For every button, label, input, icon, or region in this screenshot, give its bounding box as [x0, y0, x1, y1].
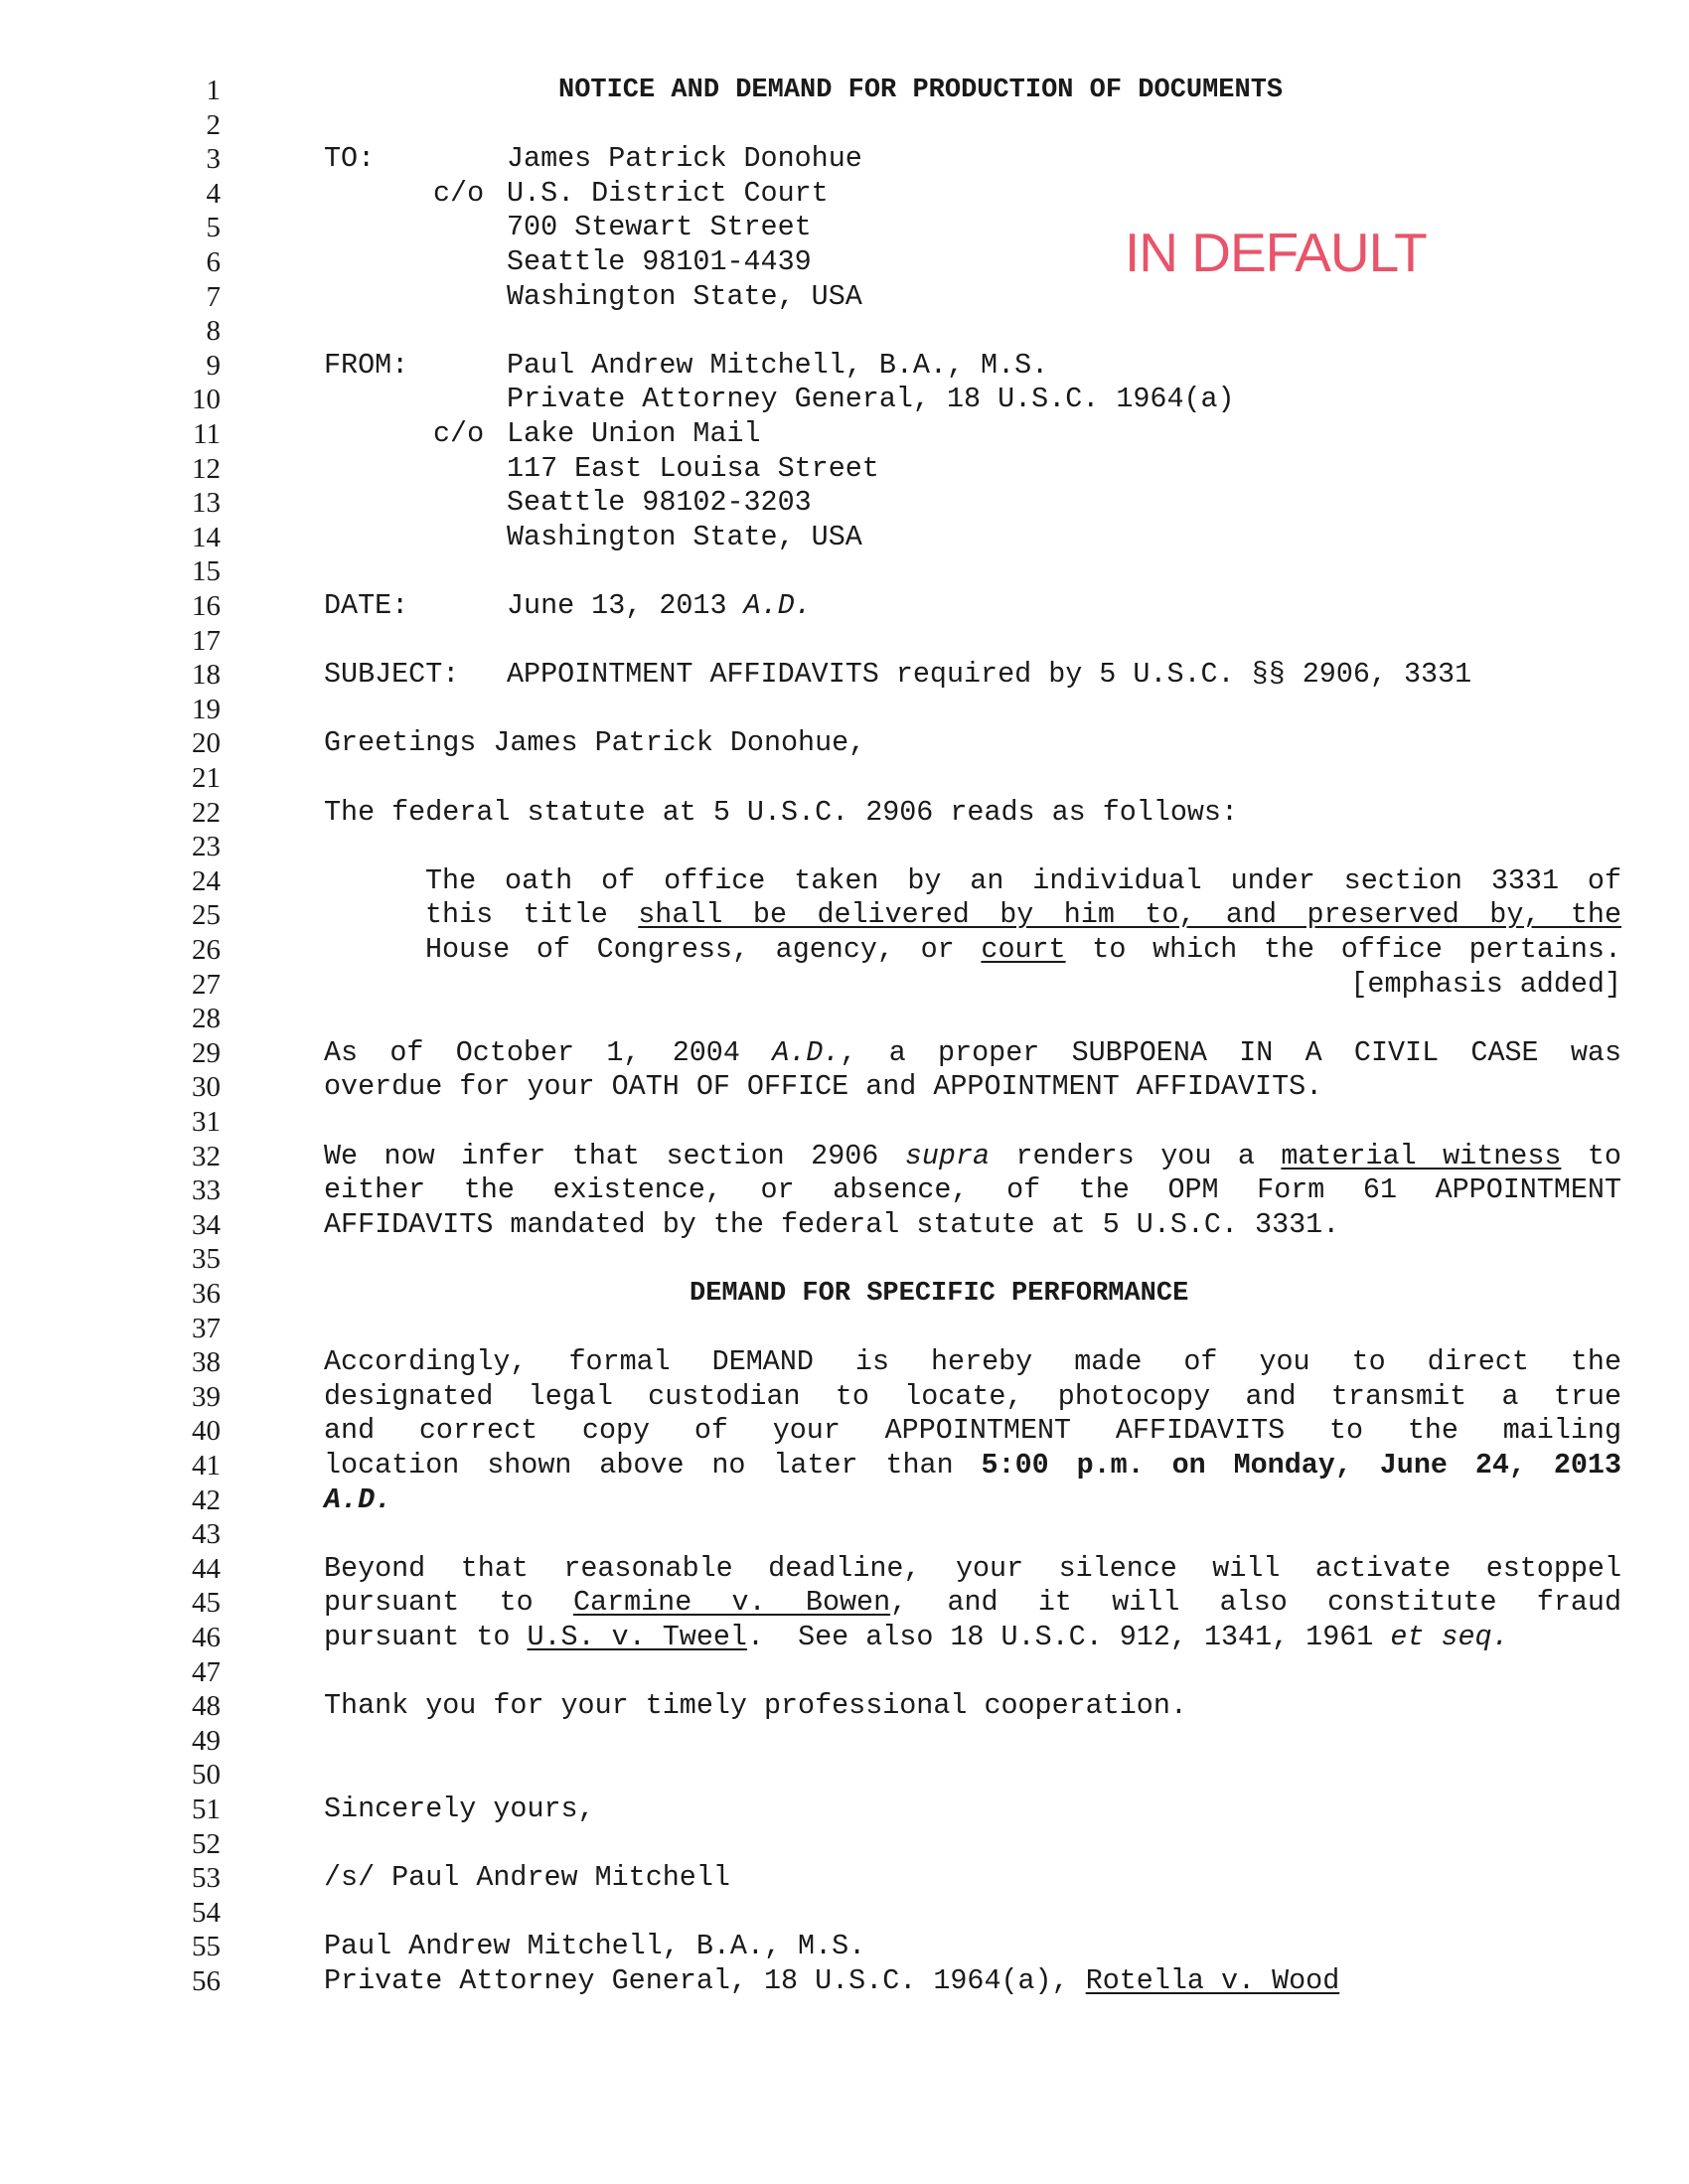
from-address-line: Washington State, USA [507, 520, 862, 553]
line-number: 31 [192, 1106, 221, 1138]
line-number: 43 [192, 1518, 221, 1551]
line-number: 29 [192, 1036, 221, 1069]
quote-emphasis: shall be delivered by him to, and preserved by, the [638, 898, 1621, 932]
line-number: 21 [192, 762, 221, 794]
line-number: 15 [192, 555, 221, 588]
line-number: 12 [192, 452, 221, 485]
line-number: 28 [192, 1003, 221, 1035]
from-care-of: c/o [433, 417, 485, 450]
case-citation: Rotella v. Wood [1085, 1964, 1340, 1997]
line-number: 46 [192, 1622, 221, 1653]
date-era: A.D. [743, 589, 812, 622]
para-text: to [1587, 1139, 1621, 1172]
para-text: As of October 1, 2004 [324, 1035, 740, 1069]
section-heading: DEMAND FOR SPECIFIC PERFORMANCE [690, 1279, 1189, 1309]
line-number: 14 [192, 521, 221, 553]
line-number: 35 [192, 1243, 221, 1276]
paragraph-line [324, 1449, 1621, 1483]
paragraph-line [324, 1140, 1621, 1174]
line-number: 16 [192, 590, 221, 622]
line-number: 23 [192, 831, 221, 863]
line-number: 45 [192, 1587, 221, 1620]
line-number: 52 [192, 1827, 221, 1860]
deadline: 5:00 p.m. on Monday, June 24, 2013 [981, 1449, 1621, 1482]
line-number: 40 [192, 1415, 221, 1448]
document-title: NOTICE AND DEMAND FOR PRODUCTION OF DOCUMENTS [558, 76, 1284, 105]
line-number: 38 [192, 1346, 221, 1379]
line-number: 33 [192, 1174, 221, 1207]
greeting: Greetings James Patrick Donohue, [324, 726, 866, 760]
to-address-line: U.S. District Court [507, 176, 829, 210]
quote-text: House of Congress, agency, or [425, 933, 955, 966]
line-number: 41 [192, 1450, 221, 1482]
to-name: James Patrick Donohue [507, 142, 862, 176]
paragraph-line: overdue for your OATH OF OFFICE and APPOINTMENT AFFIDAVITS. [324, 1070, 1323, 1104]
line-number: 50 [192, 1759, 221, 1792]
para-text: pursuant to [324, 1621, 511, 1653]
line-number: 55 [192, 1931, 221, 1963]
quote-text: this title [425, 898, 608, 932]
paragraph-line: Beyond that reasonable deadline, your silence will activate estoppel [324, 1551, 1621, 1585]
line-number: 8 [206, 315, 221, 348]
line-number: 9 [206, 349, 221, 382]
para-era: A.D. [772, 1035, 841, 1069]
subject-label: SUBJECT: [324, 658, 460, 692]
line-number: 44 [192, 1552, 221, 1585]
quote-line [425, 933, 1621, 968]
from-title: Private Attorney General, 18 U.S.C. 1964(a) [507, 383, 1235, 416]
line-number: 3 [206, 143, 221, 176]
para-text: We now infer that section 2906 [324, 1139, 879, 1172]
line-number: 24 [192, 864, 221, 897]
line-number: 6 [206, 246, 221, 278]
para-text: pursuant to [324, 1586, 534, 1620]
signer-title-text: Private Attorney General, 18 U.S.C. 1964(a), [324, 1964, 1069, 1997]
line-number: 49 [192, 1724, 221, 1757]
line-number: 34 [192, 1208, 221, 1241]
to-address-line: Washington State, USA [507, 279, 862, 313]
to-care-of: c/o [433, 176, 485, 210]
line-number: 19 [192, 693, 221, 725]
line-number: 48 [192, 1690, 221, 1723]
to-label: TO: [324, 142, 376, 176]
line-number: 11 [193, 418, 221, 450]
paragraph-line: either the existence, or absence, of the OPM Form 61 APPOINTMENT [324, 1173, 1621, 1207]
line-number: 10 [192, 384, 221, 416]
date-label: DATE: [324, 589, 409, 622]
case-citation: U.S. v. Tweel [527, 1621, 747, 1653]
line-number: 27 [192, 968, 221, 1001]
paragraph-line [324, 1621, 1509, 1655]
material-witness: material witness [1281, 1139, 1562, 1172]
line-number: 47 [192, 1655, 221, 1688]
line-number: 18 [192, 659, 221, 692]
signer-name: Paul Andrew Mitchell, B.A., M.S. [324, 1930, 866, 1963]
para-text: . See also 18 U.S.C. 912, 1341, 1961 [746, 1621, 1374, 1653]
line-number: 5 [206, 212, 221, 244]
para-supra: supra [904, 1139, 991, 1172]
para-text: renders you a [1015, 1139, 1255, 1172]
para-text: , a proper SUBPOENA IN A CIVIL CASE was [840, 1035, 1622, 1069]
line-number: 36 [192, 1278, 221, 1310]
closing: Sincerely yours, [324, 1793, 595, 1825]
line-number: 1 [206, 75, 221, 106]
statute-intro: The federal statute at 5 U.S.C. 2906 reads as follows: [324, 795, 1239, 829]
line-number: 56 [192, 1965, 221, 1997]
from-address-line: 117 East Louisa Street [507, 451, 879, 485]
subject-value: APPOINTMENT AFFIDAVITS required by 5 U.S.C. §§ 2906, 3331 [507, 658, 1472, 692]
from-label: FROM: [324, 348, 409, 382]
date-text: June 13, 2013 [507, 589, 727, 622]
to-address-line: 700 Stewart Street [507, 211, 812, 244]
from-name: Paul Andrew Mitchell, B.A., M.S. [507, 348, 1049, 382]
line-number: 53 [192, 1862, 221, 1895]
line-number: 17 [192, 624, 221, 657]
line-number: 26 [192, 934, 221, 966]
line-number: 30 [192, 1071, 221, 1104]
line-number: 22 [192, 796, 221, 829]
paragraph-line [324, 1586, 1621, 1621]
para-text: location shown above no later than [324, 1449, 954, 1482]
line-number: 32 [192, 1140, 221, 1172]
line-number: 54 [192, 1896, 221, 1929]
to-address-line: Seattle 98101-4439 [507, 245, 812, 278]
et-seq: et seq. [1390, 1621, 1509, 1653]
line-number: 20 [192, 727, 221, 760]
para-text: , and it will also constitute fraud [890, 1586, 1621, 1620]
quote-emphasis: court [981, 933, 1066, 966]
line-number: 42 [192, 1483, 221, 1516]
date-value [507, 589, 812, 624]
paragraph-line: Accordingly, formal DEMAND is hereby made of you to direct the [324, 1345, 1621, 1379]
signer-title [324, 1964, 1339, 1999]
quote-line [425, 898, 1621, 933]
line-number: 13 [192, 487, 221, 520]
line-number: 51 [192, 1794, 221, 1825]
line-number: 2 [206, 108, 221, 141]
line-number: 25 [192, 899, 221, 932]
line-number: 39 [192, 1380, 221, 1413]
paragraph-line: and correct copy of your APPOINTMENT AFFIDAVITS to the mailing [324, 1414, 1621, 1448]
line-number: 4 [206, 177, 221, 210]
deadline-era: A.D. [324, 1482, 392, 1516]
from-address-line: Seattle 98102-3203 [507, 486, 812, 520]
emphasis-note: [emphasis added] [1350, 967, 1621, 1001]
case-citation: Carmine v. Bowen [572, 1586, 891, 1620]
line-number: 7 [206, 280, 221, 313]
in-default-stamp: IN DEFAULT [1125, 222, 1427, 283]
from-address-line: Lake Union Mail [507, 417, 761, 450]
paragraph-line: designated legal custodian to locate, photocopy and transmit a true [324, 1379, 1621, 1413]
quote-text: to which the office pertains. [1092, 933, 1621, 966]
thanks-line: Thank you for your timely professional cooperation. [324, 1689, 1187, 1723]
paragraph-line [324, 1036, 1621, 1071]
quote-line: The oath of office taken by an individual under section 3331 of [425, 863, 1621, 897]
paragraph-line: AFFIDAVITS mandated by the federal statute at 5 U.S.C. 3331. [324, 1207, 1340, 1241]
signature: /s/ Paul Andrew Mitchell [324, 1861, 730, 1895]
line-number: 37 [192, 1312, 221, 1344]
